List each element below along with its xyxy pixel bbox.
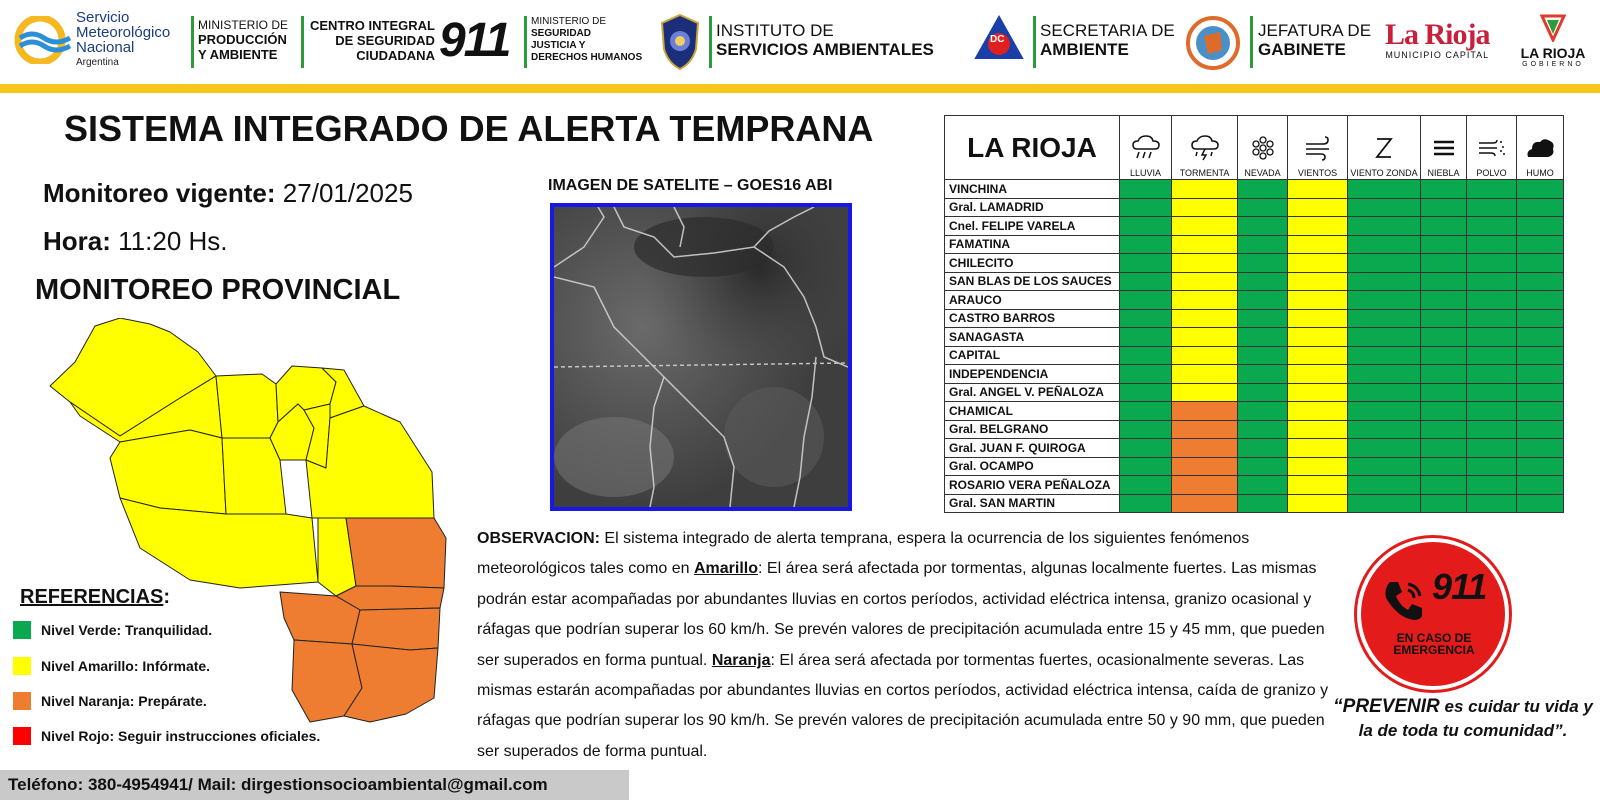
alert-level-cell [1172,365,1238,384]
monitoring-date-label: Monitoreo vigente: [43,178,276,208]
gobierno-main: LA RIOJA [1520,45,1586,61]
alert-level-cell [1421,254,1467,273]
alert-level-cell [1288,235,1348,254]
alert-level-cell [1348,420,1421,439]
alert-level-cell [1348,476,1421,495]
phenomenon-header [1172,116,1238,180]
alert-level-cell [1421,476,1467,495]
alert-level-cell [1467,494,1517,513]
table-row [945,217,1564,236]
alert-level-cell [1348,291,1421,310]
smn-line4: Argentina [76,57,119,68]
department-name: SANAGASTA [945,328,1120,347]
phenomenon-header [1348,116,1421,180]
municipio-wordmark: La Rioja [1385,18,1490,51]
emergency-line2: EMERGENCIA [1393,643,1475,657]
alert-level-cell [1467,309,1517,328]
reference-label: Nivel Verde: Tranquilidad. [41,622,213,638]
cis-line1: CENTRO INTEGRAL [310,17,435,33]
prevention-quote [1333,695,1593,743]
smn-icon [14,16,72,64]
alert-level-cell [1120,180,1172,199]
smn-logo [14,8,170,72]
storm-icon [1172,135,1237,166]
alert-level-cell [1288,180,1348,199]
municipio-sub: MUNICIPIO CAPITAL [1385,50,1490,60]
map-dept-chamical [346,518,446,588]
alert-level-cell [1288,309,1348,328]
alert-level-cell [1238,254,1288,273]
monitoring-date-value: 27/01/2025 [282,178,413,208]
reference-item [13,691,207,711]
alert-level-cell [1517,346,1564,365]
alert-level-cell [1120,198,1172,217]
alert-level-cell [1348,198,1421,217]
alert-level-cell [1348,346,1421,365]
monitoring-time-label: Hora: [43,226,111,256]
alert-level-cell [1517,291,1564,310]
min-seg-line4: DERECHOS HUMANOS [531,52,643,63]
alert-level-cell [1238,346,1288,365]
phenomenon-label: TORMENTA [1179,168,1230,178]
alert-level-cell [1120,402,1172,421]
table-row [945,494,1564,513]
min-seg-line3: JUSTICIA Y [531,40,586,51]
header-gold-bar [0,84,1600,93]
table-row [945,346,1564,365]
alert-level-cell [1238,457,1288,476]
department-name: CAPITAL [945,346,1120,365]
alert-level-cell [1172,235,1238,254]
alert-level-cell [1172,420,1238,439]
alert-level-cell [1467,291,1517,310]
zonda-icon [1348,135,1420,166]
phenomenon-label: VIENTO ZONDA [1350,168,1418,178]
alert-level-cell [1348,383,1421,402]
alert-level-cell [1238,365,1288,384]
alert-level-cell [1421,328,1467,347]
alert-level-cell [1172,328,1238,347]
reference-swatch [13,621,31,639]
quote-strong: “PREVENIR [1333,696,1440,717]
alert-level-cell [1348,309,1421,328]
monitoring-date [43,178,413,209]
alert-level-cell [1238,383,1288,402]
alert-level-cell [1238,180,1288,199]
reference-item [13,656,210,676]
alert-level-cell [1467,383,1517,402]
alert-level-cell [1517,365,1564,384]
alert-level-cell [1288,494,1348,513]
reference-label: Nivel Naranja: Prepárate. [41,693,207,709]
alert-level-cell [1120,439,1172,458]
alert-level-cell [1238,198,1288,217]
alert-level-cell [1120,291,1172,310]
alert-level-cell [1120,235,1172,254]
alert-level-cell [1238,420,1288,439]
alert-level-cell [1120,457,1172,476]
department-name: INDEPENDENCIA [945,365,1120,384]
alert-level-cell [1120,272,1172,291]
alert-level-cell [1172,254,1238,273]
instituto-line2: SERVICIOS AMBIENTALES [716,39,934,59]
alert-level-cell [1467,420,1517,439]
alert-level-cell [1288,198,1348,217]
alert-level-cell [1467,439,1517,458]
reference-swatch [13,727,31,745]
reference-label: Nivel Amarillo: Infórmate. [41,658,211,674]
contact-footer: Teléfono: 380-4954941/ Mail: dirgestionsocioambiental@gmail.com [0,770,629,800]
map-dept-famatina [216,374,278,438]
alert-level-cell [1288,420,1348,439]
defensa-civil-badge: DC [990,34,1005,45]
alert-level-cell [1467,180,1517,199]
observation-naranja-label: Naranja [711,651,771,669]
alert-level-cell [1348,272,1421,291]
alert-level-cell [1348,494,1421,513]
department-name: Gral. ANGEL V. PEÑALOZA [945,383,1120,402]
department-name: Gral. SAN MARTIN [945,494,1120,513]
alert-level-cell [1348,254,1421,273]
alert-level-cell [1348,217,1421,236]
alert-level-cell [1172,402,1238,421]
alert-level-cell [1172,346,1238,365]
alert-level-cell [1172,180,1238,199]
table-row [945,180,1564,199]
alert-level-cell [1467,365,1517,384]
quote-rest: es cuidar tu vida y [1439,697,1593,716]
reference-label: Nivel Rojo: Seguir instrucciones oficiales. [41,728,321,744]
jefatura-line1: JEFATURA DE [1258,20,1372,40]
reference-item [13,726,320,746]
reference-swatch [13,692,31,710]
department-name: SAN BLAS DE LOS SAUCES [945,272,1120,291]
ministerio-produccion-logo [198,8,288,72]
references-title-text: REFERENCIAS [20,586,164,608]
alert-level-cell [1517,309,1564,328]
instituto-logo [716,8,934,72]
reference-swatch [13,657,31,675]
observation-intro: El sistema integrado de alerta temprana, espera la ocurrencia de los siguientes fenómenos meteorológicos tales como en [477,530,1250,578]
jefatura-line2: GABINETE [1258,39,1346,59]
monitoring-time [43,226,228,257]
alert-level-cell [1288,254,1348,273]
smn-line1: Servicio [76,9,130,26]
alert-level-cell [1348,439,1421,458]
phenomenon-header [1421,116,1467,180]
emergency-text [1367,632,1501,656]
alert-level-cell [1517,439,1564,458]
satellite-image [550,203,852,511]
secretaria-logo [1040,8,1175,72]
department-name: Gral. BELGRANO [945,420,1120,439]
phenomenon-header [1238,116,1288,180]
alert-level-cell [1172,272,1238,291]
alert-level-cell [1288,402,1348,421]
alert-level-cell [1421,309,1467,328]
phenomenon-header [1517,116,1564,180]
smoke-icon [1517,135,1563,166]
department-name: VINCHINA [945,180,1120,199]
alert-level-cell [1467,346,1517,365]
alert-level-cell [1238,309,1288,328]
phenomenon-header [1288,116,1348,180]
alert-level-cell [1238,476,1288,495]
alert-level-cell [1172,439,1238,458]
gobierno-sub: GOBIERNO [1522,61,1584,68]
table-row [945,254,1564,273]
department-name: Gral. OCAMPO [945,457,1120,476]
alert-level-cell [1348,402,1421,421]
alert-level-cell [1238,402,1288,421]
alert-level-cell [1421,420,1467,439]
alert-level-cell [1120,420,1172,439]
phone-icon [1380,576,1428,624]
table-row [945,439,1564,458]
satellite-image-render [554,207,848,507]
alert-level-cell [1120,346,1172,365]
alert-level-cell [1421,217,1467,236]
alert-level-cell [1421,365,1467,384]
department-name: Gral. LAMADRID [945,198,1120,217]
alert-level-cell [1238,494,1288,513]
min-prod-line3: Y AMBIENTE [198,47,278,62]
alert-level-cell [1120,365,1172,384]
alert-level-cell [1348,328,1421,347]
table-row [945,402,1564,421]
fog-icon [1421,135,1466,166]
map-dept-ocampo [352,608,440,650]
snow-icon [1238,135,1287,166]
observation-amarillo-text: : El área será afectada por tormentas, algunas localmente fuertes. Las mismas podrán estar acompañadas por abundantes lluvias en cortos períodos, actividad eléctrica intensa, granizo ocasional y ráfagas que podrían superar los 60 km/h. Se prevén valores de precipitación acumulada entre 15 y 45 mm, que pueden ser superados en forma puntual. [477,560,1325,669]
alert-level-cell [1172,494,1238,513]
table-region-header: LA RIOJA [945,116,1120,180]
alert-level-cell [1421,272,1467,291]
alert-level-cell [1288,346,1348,365]
alert-level-cell [1421,235,1467,254]
references-title: REFERENCIAS: [20,586,171,608]
alert-level-cell [1467,235,1517,254]
alert-level-cell [1172,291,1238,310]
department-name: ROSARIO VERA PEÑALOZA [945,476,1120,495]
alert-table [944,115,1564,513]
alert-level-cell [1120,383,1172,402]
alert-level-cell [1172,476,1238,495]
alert-level-cell [1288,383,1348,402]
alert-level-cell [1517,494,1564,513]
cis-911: 911 [438,13,510,67]
alert-level-cell [1421,180,1467,199]
observation-amarillo-label: Amarillo [694,560,759,578]
table-row [945,420,1564,439]
alert-level-cell [1120,476,1172,495]
table-row [945,476,1564,495]
alert-level-cell [1517,402,1564,421]
alert-level-cell [1467,198,1517,217]
header-divider [709,16,712,68]
wind-icon [1288,135,1347,166]
alert-level-cell [1517,235,1564,254]
header-divider [191,16,194,68]
alert-level-cell [1238,291,1288,310]
table-row [945,457,1564,476]
phenomenon-label: LLUVIA [1129,168,1162,178]
phenomenon-label: NEVADA [1244,168,1281,178]
phenomenon-label: VIENTOS [1297,168,1338,178]
department-name: CHILECITO [945,254,1120,273]
alert-level-cell [1517,383,1564,402]
dust-icon [1467,135,1516,166]
observation-heading: OBSERVACION: [477,530,600,547]
phenomenon-label: HUMO [1526,168,1554,178]
alert-level-cell [1517,328,1564,347]
department-name: Gral. JUAN F. QUIROGA [945,439,1120,458]
reference-item [13,620,212,640]
alert-level-cell [1172,383,1238,402]
alert-level-cell [1517,420,1564,439]
alert-level-cell [1517,217,1564,236]
alert-level-cell [1421,291,1467,310]
emergency-number: 911 [1432,566,1487,607]
alert-level-cell [1172,217,1238,236]
alert-level-cell [1421,439,1467,458]
table-row [945,291,1564,310]
phenomenon-header [1120,116,1172,180]
alert-level-cell [1421,457,1467,476]
gobierno-logo [1518,46,1588,68]
alert-level-cell [1288,457,1348,476]
cis-line2: DE SEGURIDAD [335,32,435,48]
alert-level-cell [1421,402,1467,421]
alert-level-cell [1348,457,1421,476]
alert-level-cell [1172,198,1238,217]
alert-level-cell [1517,476,1564,495]
secretaria-line1: SECRETARIA DE [1040,20,1175,40]
smn-line3: Nacional [76,39,135,56]
phenomenon-label: NIEBLA [1427,168,1460,178]
alert-level-cell [1120,217,1172,236]
alert-level-cell [1288,272,1348,291]
alert-level-cell [1238,235,1288,254]
alert-level-cell [1288,365,1348,384]
satellite-title: IMAGEN DE SATELITE – GOES16 ABI [548,177,833,194]
alert-level-cell [1288,217,1348,236]
table-row [945,272,1564,291]
alert-level-cell [1288,476,1348,495]
phenomenon-label: POLVO [1476,168,1507,178]
alert-level-cell [1517,254,1564,273]
alert-level-cell [1288,439,1348,458]
table-row [945,309,1564,328]
municipio-logo [1385,8,1490,72]
department-name: CHAMICAL [945,402,1120,421]
alert-level-cell [1238,439,1288,458]
alert-level-cell [1467,272,1517,291]
police-shield-icon [660,13,700,71]
table-row [945,328,1564,347]
cis-line3: CIUDADANA [356,47,435,63]
instituto-line1: INSTITUTO DE [716,20,834,40]
smn-line2: Meteorológico [76,24,171,41]
jefatura-seal-icon [1186,16,1240,70]
alert-level-cell [1421,494,1467,513]
alert-level-cell [1467,254,1517,273]
page-title: SISTEMA INTEGRADO DE ALERTA TEMPRANA [64,108,874,149]
min-seg-line1: MINISTERIO DE [531,16,607,27]
alert-level-cell [1421,383,1467,402]
alert-level-cell [1238,272,1288,291]
alert-level-cell [1517,457,1564,476]
table-row [945,383,1564,402]
alert-level-cell [1348,365,1421,384]
emergency-line1: EN CASO DE [1396,631,1472,645]
gobierno-emblem-icon [1540,14,1566,42]
alert-level-cell [1238,328,1288,347]
alert-level-cell [1348,180,1421,199]
alert-level-cell [1288,291,1348,310]
header-divider [1033,16,1036,68]
alert-level-cell [1172,457,1238,476]
min-prod-line1: MINISTERIO DE [198,18,289,32]
provincial-title: MONITOREO PROVINCIAL [35,274,401,306]
department-name: ARAUCO [945,291,1120,310]
alert-level-cell [1517,180,1564,199]
alert-level-cell [1120,254,1172,273]
secretaria-line2: AMBIENTE [1040,39,1129,59]
alert-level-cell [1467,457,1517,476]
header-logos [0,0,1600,84]
alert-level-cell [1467,402,1517,421]
min-prod-line2: PRODUCCIÓN [198,32,287,47]
alert-level-cell [1467,476,1517,495]
header-divider [1250,16,1253,68]
header-divider [301,16,304,68]
table-row [945,198,1564,217]
alert-level-cell [1421,198,1467,217]
alert-level-cell [1517,198,1564,217]
alert-level-cell [1120,494,1172,513]
alert-level-cell [1517,272,1564,291]
department-name: CASTRO BARROS [945,309,1120,328]
alert-level-cell [1467,328,1517,347]
quote-line2: la de toda tu comunidad”. [1358,721,1568,740]
alert-level-cell [1348,235,1421,254]
alert-level-cell [1421,346,1467,365]
alert-level-cell [1467,217,1517,236]
observation-text [477,524,1339,767]
observation-naranja-text: : El área será afectada por tormentas fuertes, ocasionalmente severas. Las mismas estarán acompañadas por abundantes lluvias en cortos períodos, actividad eléctrica intensa, caída de granizo y ráfagas que podrían superar los 90 km/h. Se prevén valores de precipitación acumulada entre 50 y 90 mm, que pueden ser superados de forma puntual. [477,651,1329,760]
alert-level-cell [1288,328,1348,347]
alert-level-cell [1120,328,1172,347]
department-name: FAMATINA [945,235,1120,254]
rain-icon [1120,135,1171,166]
min-seg-line2: SEGURIDAD [531,28,592,39]
alert-level-cell [1120,309,1172,328]
header-divider [524,16,527,68]
alert-level-cell [1172,309,1238,328]
centro-integral-logo [310,8,509,72]
table-row [945,365,1564,384]
table-row [945,235,1564,254]
phenomenon-header [1467,116,1517,180]
department-name: Cnel. FELIPE VARELA [945,217,1120,236]
jefatura-logo [1258,8,1371,72]
ministerio-seguridad-logo [531,8,642,72]
alert-level-cell [1238,217,1288,236]
monitoring-time-value: 11:20 Hs. [118,226,228,256]
